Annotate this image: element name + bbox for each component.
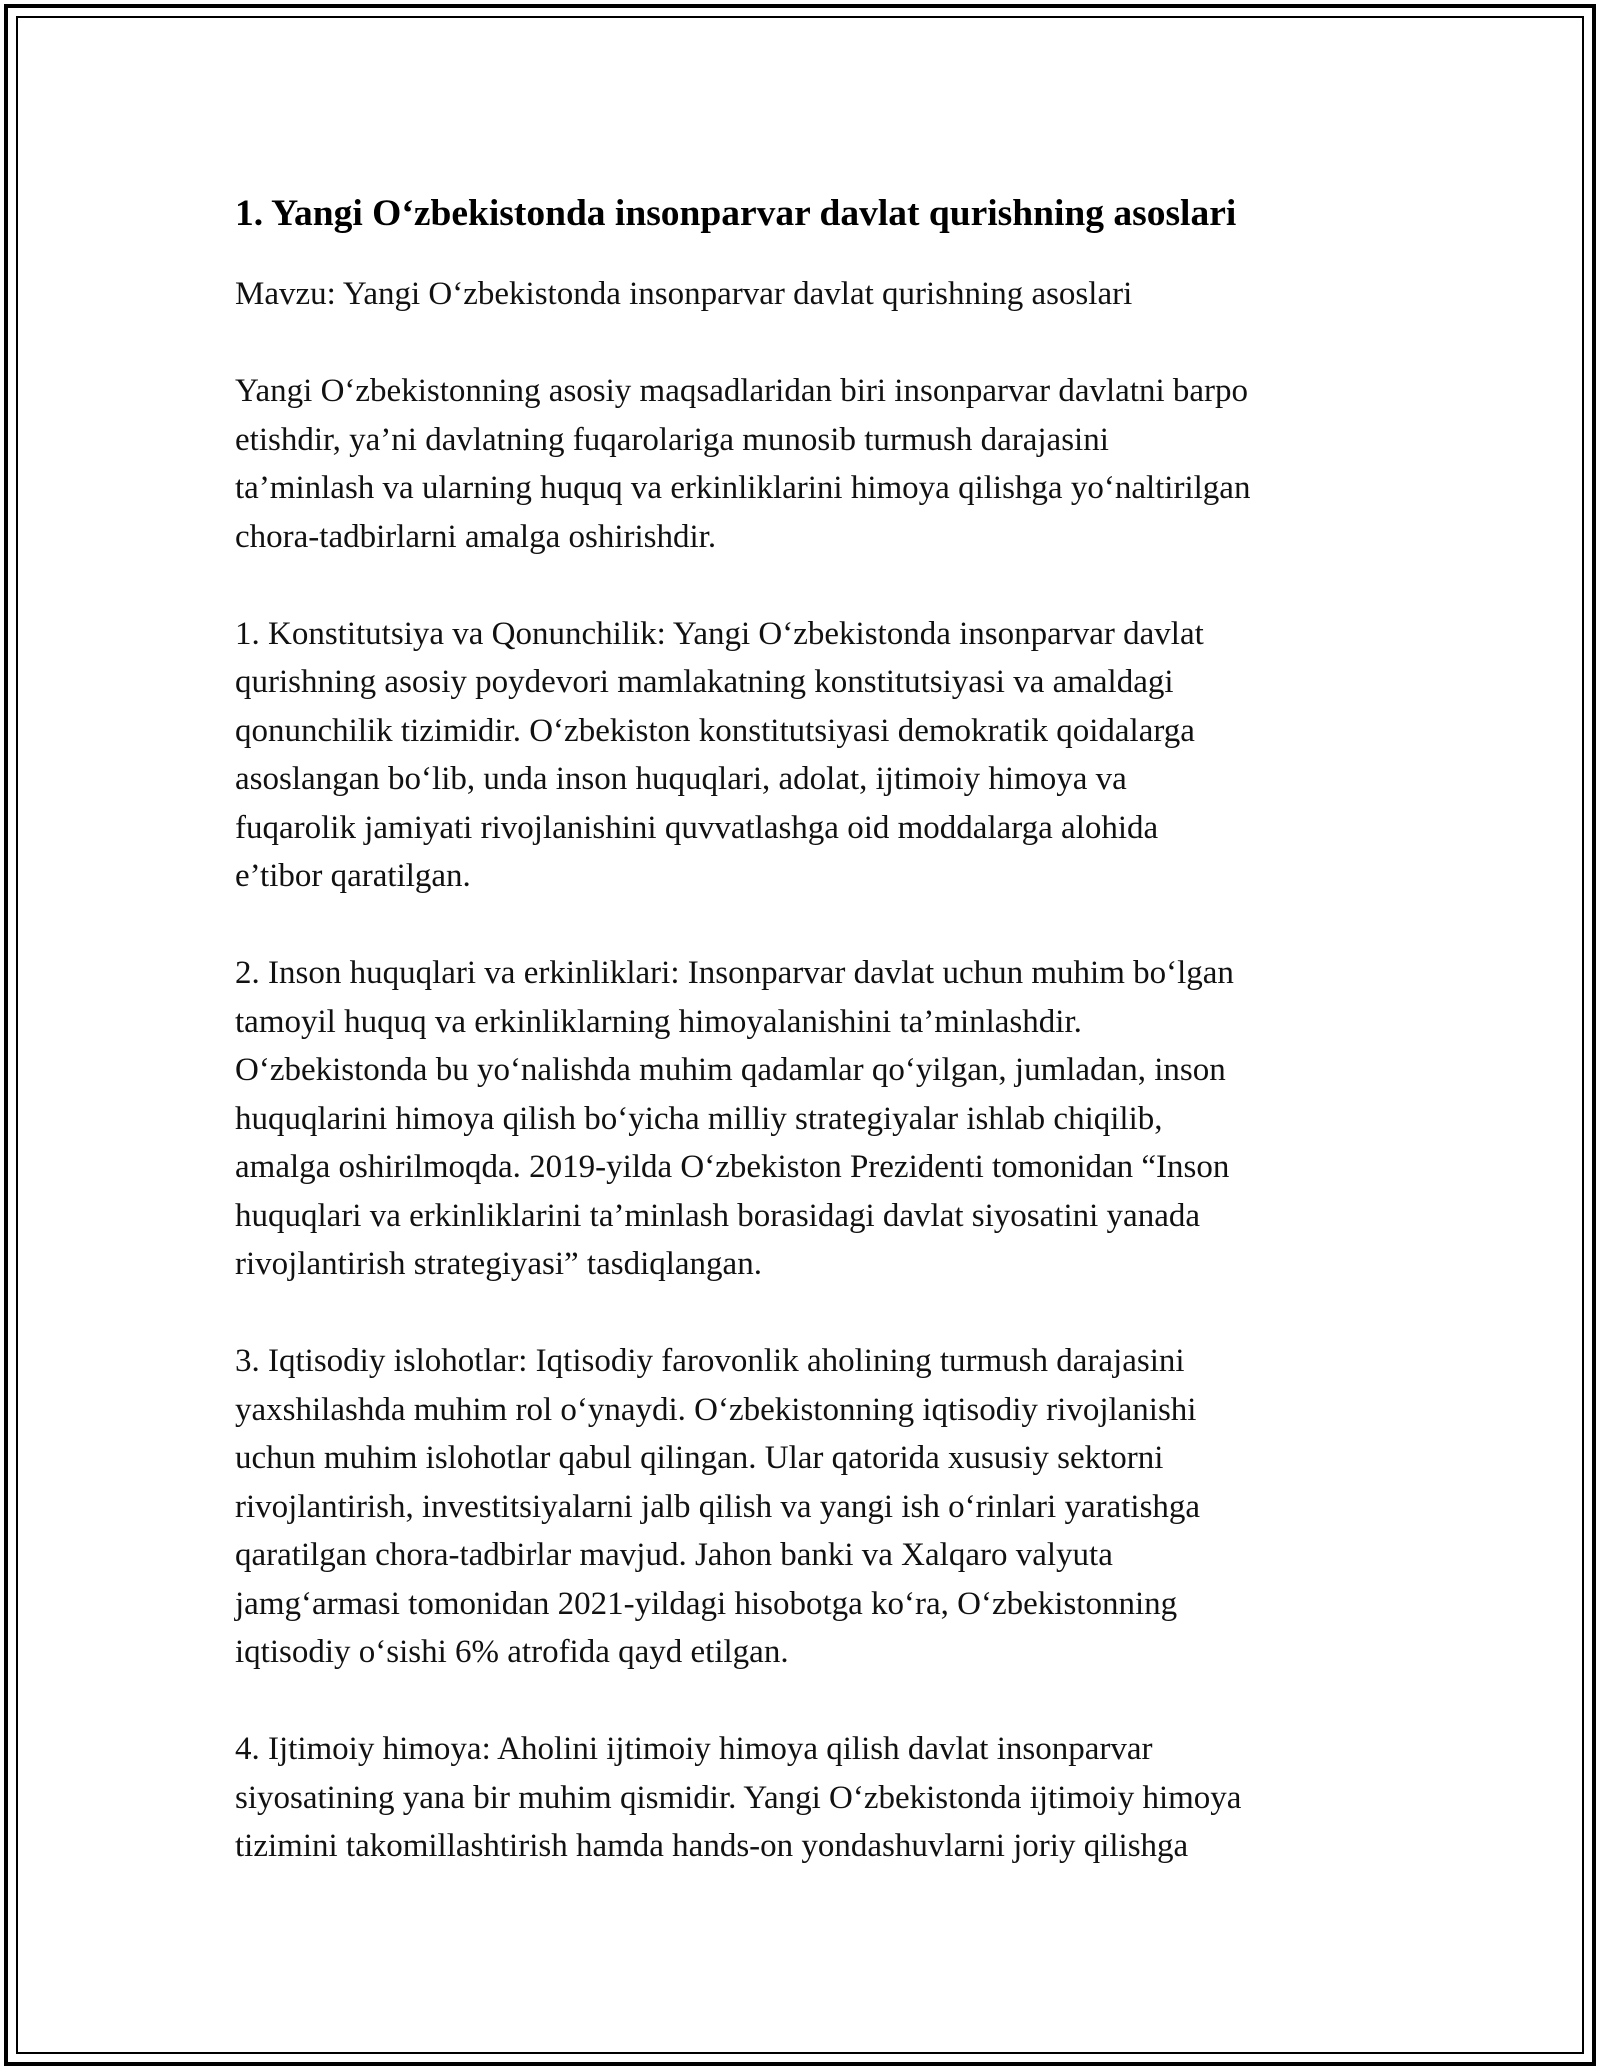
paragraph-line: amalga oshirilmoqda. 2019-yilda O‘zbekiston Prezidenti tomonidan “Inson bbox=[235, 1149, 1230, 1185]
paragraph bbox=[235, 367, 1375, 561]
document-title: 1. Yangi O‘zbekistonda insonparvar davlat qurishning asoslari bbox=[235, 193, 1237, 234]
paragraph-line: fuqarolik jamiyati rivojlanishini quvvatlashga oid moddalarga alohida bbox=[235, 809, 1159, 846]
paragraph-line: jamg‘armasi tomonidan 2021-yildagi hisobotga ko‘ra, O‘zbekistonning bbox=[235, 1585, 1178, 1622]
paragraph-line: 1. Konstitutsiya va Qonunchilik: Yangi O‘zbekistonda insonparvar davlat bbox=[235, 615, 1204, 652]
paragraph-list bbox=[235, 367, 1375, 1871]
paragraph-line: 2. Inson huquqlari va erkinliklari: Insonparvar davlat uchun muhim bo‘lgan bbox=[235, 955, 1234, 991]
paragraph-line: uchun muhim islohotlar qabul qilingan. Ular qatorida xususiy sektorni bbox=[235, 1440, 1164, 1476]
paragraph bbox=[235, 949, 1375, 1289]
paragraph-line: Yangi O‘zbekistonning asosiy maqsadlaridan biri insonparvar davlatni barpo bbox=[235, 373, 1249, 409]
paragraph-line: ta’minlash va ularning huquq va erkinliklarini himoya qilishga yo‘naltirilgan bbox=[235, 470, 1251, 506]
paragraph-line: etishdir, ya’ni davlatning fuqarolariga munosib turmush darajasini bbox=[235, 421, 1109, 458]
paragraph-line: siyosatining yana bir muhim qismidir. Yangi O‘zbekistonda ijtimoiy himoya bbox=[235, 1779, 1242, 1816]
paragraph-line: qurishning asosiy poydevori mamlakatning konstitutsiyasi va amaldagi bbox=[235, 664, 1174, 700]
paragraph-line: qaratilgan chora-tadbirlar mavjud. Jahon banki va Xalqaro valyuta bbox=[235, 1537, 1113, 1573]
paragraph-line: 4. Ijtimoiy himoya: Aholini ijtimoiy himoya qilish davlat insonparvar bbox=[235, 1731, 1153, 1767]
paragraph bbox=[235, 1725, 1375, 1871]
paragraph bbox=[235, 1337, 1375, 1677]
paragraph-line: huquqlari va erkinliklarini ta’minlash borasidagi davlat siyosatini yanada bbox=[235, 1197, 1200, 1234]
paragraph-line: tizimini takomillashtirish hamda hands-on yondashuvlarni joriy qilishga bbox=[235, 1828, 1189, 1864]
document-body bbox=[235, 186, 1375, 1871]
paragraph-line: tamoyil huquq va erkinliklarning himoyalanishini ta’minlashdir. bbox=[235, 1003, 1082, 1040]
document-subject: Mavzu: Yangi O‘zbekistonda insonparvar davlat qurishning asoslari bbox=[235, 276, 1133, 312]
paragraph-line: qonunchilik tizimidir. O‘zbekiston konstitutsiyasi demokratik qoidalarga bbox=[235, 712, 1195, 749]
paragraph-line: yaxshilashda muhim rol o‘ynaydi. O‘zbekistonning iqtisodiy rivojlanishi bbox=[235, 1391, 1197, 1428]
paragraph-line: 3. Iqtisodiy islohotlar: Iqtisodiy farovonlik aholining turmush darajasini bbox=[235, 1343, 1185, 1379]
paragraph bbox=[235, 610, 1375, 901]
paragraph-line: e’tibor qaratilgan. bbox=[235, 858, 471, 894]
paragraph-line: huquqlarini himoya qilish bo‘yicha milliy strategiyalar ishlab chiqilib, bbox=[235, 1100, 1163, 1137]
paragraph-line: rivojlantirish strategiyasi” tasdiqlangan. bbox=[235, 1246, 762, 1282]
paragraph-line: asoslangan bo‘lib, unda inson huquqlari, adolat, ijtimoiy himoya va bbox=[235, 761, 1127, 797]
paragraph-line: chora-tadbirlarni amalga oshirishdir. bbox=[235, 518, 717, 555]
paragraph-line: O‘zbekistonda bu yo‘nalishda muhim qadamlar qo‘yilgan, jumladan, inson bbox=[235, 1052, 1226, 1088]
paragraph-line: iqtisodiy o‘sishi 6% atrofida qayd etilgan. bbox=[235, 1634, 789, 1670]
paragraph-line: rivojlantirish, investitsiyalarni jalb qilish va yangi ish o‘rinlari yaratishga bbox=[235, 1488, 1201, 1525]
